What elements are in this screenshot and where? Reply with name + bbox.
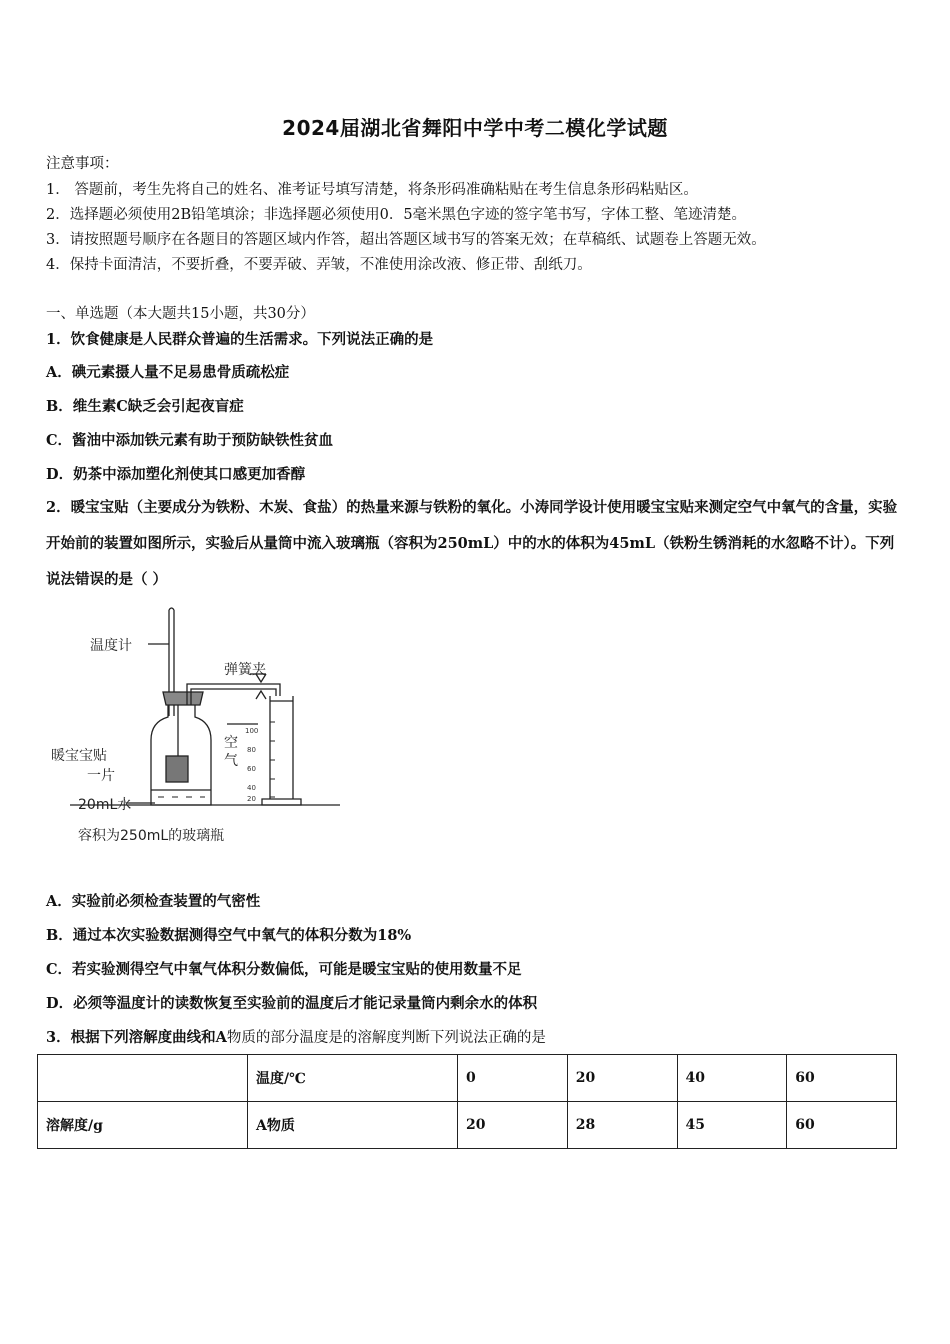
scale-mark: 40: [247, 784, 256, 792]
q1-option-c: C．酱油中添加铁元素有助于预防缺铁性贫血: [46, 432, 334, 449]
solubility-table: [37, 1054, 897, 1149]
label-clamp: 弹簧夹: [224, 662, 266, 678]
q3-stem-bold: 3．根据下列溶解度曲线和A: [46, 1029, 227, 1046]
table-cell: 60: [787, 1055, 897, 1102]
table-cell: 20: [458, 1102, 568, 1149]
table-row: [38, 1102, 897, 1149]
scale-mark: 20: [247, 795, 256, 803]
label-water: 20mL水: [78, 797, 132, 813]
scale-mark: 80: [247, 746, 256, 754]
q2-option-b: B．通过本次实验数据测得空气中氧气的体积分数为18%: [46, 927, 412, 944]
q2-stem: 2．暖宝宝贴（主要成分为铁粉、木炭、食盐）的热量来源与铁粉的氧化。小涛同学设计使用暖宝宝贴来测定空气中氧气的含量，实验开始前的装置如图所示，实验后从量筒中流入玻璃瓶（容积为250mL）中的水的体积为45mL（铁粉生锈消耗的水忽略不计）。下列说法错误的是（ ）: [46, 499, 898, 588]
page-title: 2024届湖北省舞阳中学中考二模化学试题: [282, 116, 668, 140]
heat-patch: [166, 756, 188, 782]
label-air-1: 空: [224, 735, 238, 751]
table-cell: 0: [458, 1055, 568, 1102]
table-cell: 20: [567, 1055, 677, 1102]
label-thermometer: 温度计: [90, 638, 132, 654]
section-heading: 一、单选题（本大题共15小题，共30分）: [46, 306, 315, 322]
table-cell: 45: [677, 1102, 787, 1149]
apparatus-figure: [40, 604, 340, 854]
stopper: [163, 692, 203, 705]
table-row: [38, 1055, 897, 1102]
table-cell: 温度/℃: [248, 1055, 458, 1102]
scale-mark: 100: [245, 727, 259, 735]
notice-item-4: 4．保持卡面清洁，不要折叠，不要弄破、弄皱，不准使用涂改液、修正带、刮纸刀。: [46, 257, 592, 273]
table-cell: A物质: [248, 1102, 458, 1149]
notice-heading: 注意事项：: [46, 156, 119, 172]
notice-item-2: 2．选择题必须使用2B铅笔填涂；非选择题必须使用0．5毫米黑色字迹的签字笔书写，字体工整、笔迹清楚。: [46, 207, 747, 223]
notice-item-1: 1． 答题前，考生先将自己的姓名、准考证号填写清楚，将条形码准确粘贴在考生信息条形码粘贴区。: [46, 182, 698, 198]
label-bottle: 容积为250mL的玻璃瓶: [78, 828, 225, 844]
label-air-2: 气: [224, 753, 238, 769]
q3-stem-rest: 物质的部分温度是的溶解度判断下列说法正确的是: [226, 1030, 546, 1046]
table-cell: 溶解度/g: [38, 1102, 248, 1149]
q2-option-d: D．必须等温度计的读数恢复至实验前的温度后才能记录量筒内剩余水的体积: [46, 995, 538, 1012]
table-cell: [38, 1055, 248, 1102]
notice-item-3: 3．请按照题号顺序在各题目的答题区域内作答，超出答题区域书写的答案无效；在草稿纸、试题卷上答题无效。: [46, 232, 766, 248]
q2-option-a: A．实验前必须检查装置的气密性: [46, 893, 261, 910]
q1-option-d: D．奶茶中添加塑化剂使其口感更加香醇: [46, 466, 306, 483]
table-cell: 28: [567, 1102, 677, 1149]
q3-stem: [46, 1026, 546, 1047]
q2-option-c: C．若实验测得空气中氧气体积分数偏低，可能是暖宝宝贴的使用数量不足: [46, 961, 522, 978]
label-patch-line1: 暖宝宝贴: [51, 748, 107, 764]
q1-stem: 1．饮食健康是人民群众普遍的生活需求。下列说法正确的是: [46, 331, 434, 348]
graduated-cylinder: [262, 696, 301, 805]
label-patch-line2: 一片: [87, 768, 115, 784]
q1-option-a: A．碘元素摄人量不足易患骨质疏松症: [46, 364, 290, 381]
table-cell: 40: [677, 1055, 787, 1102]
scale-mark: 60: [247, 765, 256, 773]
q1-option-b: B．维生素C缺乏会引起夜盲症: [46, 398, 244, 415]
table-cell: 60: [787, 1102, 897, 1149]
